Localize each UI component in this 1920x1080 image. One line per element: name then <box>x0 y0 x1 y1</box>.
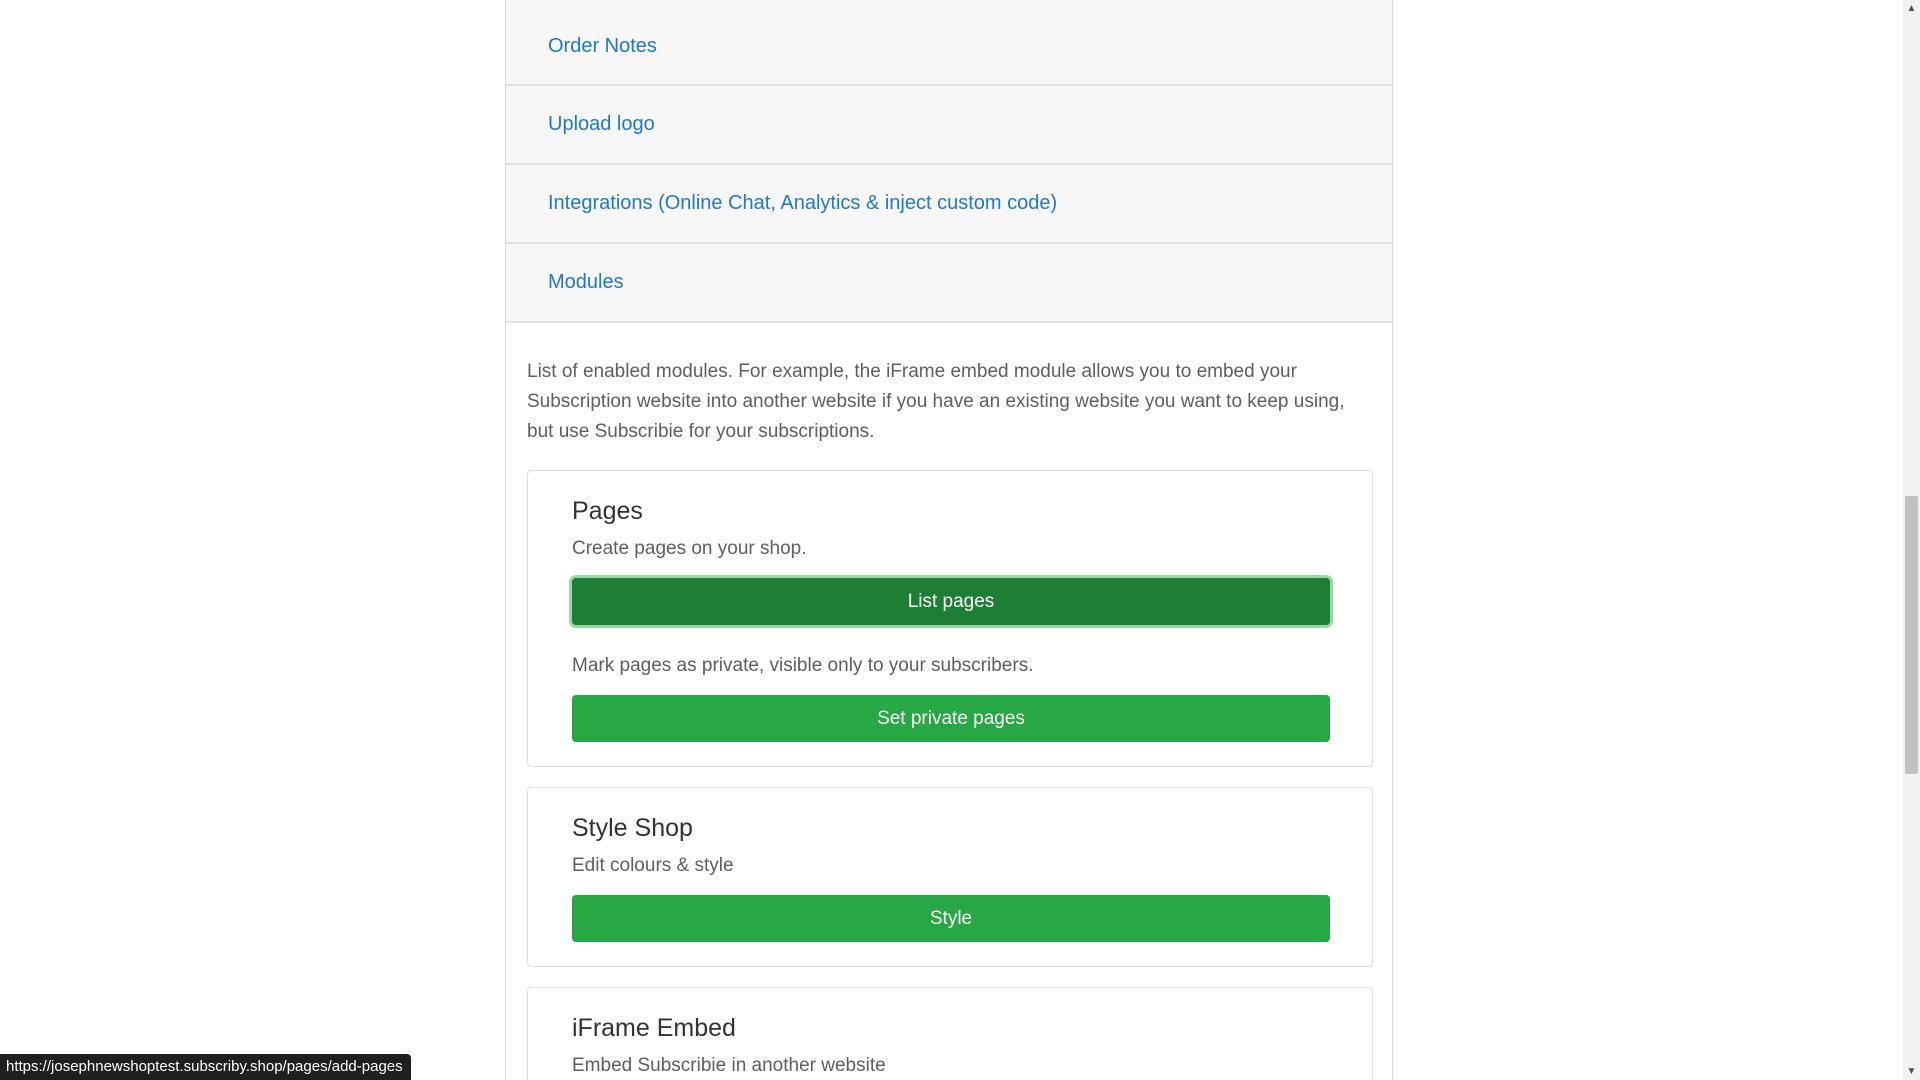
scroll-thumb[interactable] <box>1905 496 1918 774</box>
iframe-embed-card-title: iFrame Embed <box>572 1014 736 1042</box>
pages-card-title: Pages <box>572 497 643 525</box>
scroll-up-arrow-icon[interactable]: ▲ <box>1906 3 1917 14</box>
style-shop-card-text: Edit colours & style <box>572 855 734 876</box>
accordion-modules[interactable] <box>506 244 1392 323</box>
accordion-integrations[interactable] <box>506 165 1392 244</box>
order-notes-link[interactable]: Order Notes <box>548 35 657 57</box>
scroll-down-arrow-icon[interactable]: ▼ <box>1906 1066 1917 1077</box>
modules-intro: List of enabled modules. For example, the iFrame embed module allows you to embed your Subscription website into another website if you have an existing website you want to keep using, but use Subscribie for your subscriptions. <box>527 361 1345 442</box>
pages-card-text: Create pages on your shop. <box>572 538 807 559</box>
modules-link[interactable]: Modules <box>548 271 624 293</box>
list-pages-button[interactable]: List pages <box>572 578 1330 625</box>
integrations-link[interactable]: Integrations (Online Chat, Analytics & inject custom code) <box>548 192 1058 214</box>
iframe-embed-module-card <box>527 987 1373 1080</box>
accordion-upload-logo[interactable] <box>506 86 1392 165</box>
style-button[interactable]: Style <box>572 895 1330 942</box>
iframe-embed-card-text: Embed Subscribie in another website <box>572 1055 886 1076</box>
status-bar-url: https://josephnewshoptest.subscriby.shop/pages/add-pages <box>0 1054 411 1080</box>
upload-logo-link[interactable]: Upload logo <box>548 113 655 135</box>
settings-panel <box>505 0 1393 1080</box>
set-private-pages-button[interactable]: Set private pages <box>572 695 1330 742</box>
style-shop-module-card <box>527 787 1373 967</box>
modules-body <box>506 323 1392 1080</box>
pages-module-card <box>527 470 1373 767</box>
vertical-scrollbar[interactable] <box>1903 0 1920 1080</box>
private-pages-text: Mark pages as private, visible only to your subscribers. <box>572 655 1034 676</box>
accordion-order-notes[interactable] <box>506 0 1392 86</box>
style-shop-card-title: Style Shop <box>572 814 693 842</box>
